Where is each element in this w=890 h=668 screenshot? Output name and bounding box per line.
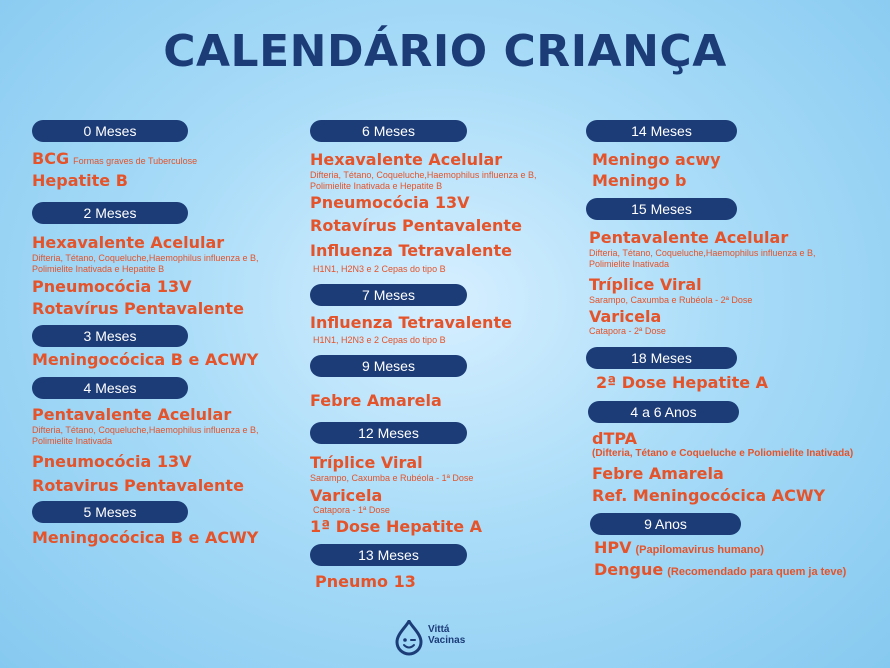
vaccine-varicela-15m-desc: Catapora - 2ª Dose	[589, 326, 666, 336]
vaccine-meningococica: Meningocócica B e ACWY	[32, 350, 259, 369]
vaccine-hpv	[594, 538, 764, 560]
vaccine-bcg-label: BCG	[32, 149, 70, 168]
vaccine-meningo-acwy: Meningo acwy	[592, 150, 721, 169]
vaccine-influenza-7m-desc: H1N1, H2N3 e 2 Cepas do tipo B	[313, 335, 446, 345]
vaccine-hexavalente-6m-desc-2: Polimielite Inativada e Hepatite B	[310, 181, 443, 191]
vaccine-rotavirus-6m: Rotavírus Pentavalente	[310, 216, 522, 235]
age-header-4-a-6-anos: 4 a 6 Anos	[588, 401, 739, 423]
vaccine-dtpa-desc: (Difteria, Tétano e Coqueluche e Poliomielite Inativada)	[592, 448, 854, 459]
vaccine-influenza-7m: Influenza Tetravalente	[310, 313, 512, 332]
vaccine-pentavalente-15m-desc-1: Difteria, Tétano, Coqueluche,Haemophilus influenza e B,	[589, 248, 816, 258]
age-header-3-meses: 3 Meses	[32, 325, 188, 347]
vaccine-hexavalente-desc-2: Polimielite Inativada e Hepatite B	[32, 264, 165, 274]
logo-line-2: Vacinas	[428, 635, 466, 646]
vaccine-rotavirus: Rotavírus Pentavalente	[32, 299, 244, 318]
age-header-6-meses: 6 Meses	[310, 120, 467, 142]
vaccine-ref-meningococica: Ref. Meningocócica ACWY	[592, 486, 826, 505]
page-title: CALENDÁRIO CRIANÇA	[163, 26, 727, 77]
vaccine-triplice-viral-15m: Tríplice Viral	[589, 275, 702, 294]
vaccine-hexavalente-desc-1: Difteria, Tétano, Coqueluche,Haemophilus influenza e B,	[32, 253, 259, 263]
vaccine-pneumococia: Pneumocócia 13V	[32, 277, 192, 296]
vaccine-hexavalente-6m: Hexavalente Acelular	[310, 150, 503, 169]
vaccine-triplice-viral-desc: Sarampo, Caxumba e Rubéola - 1ª Dose	[310, 473, 474, 483]
age-header-7-meses: 7 Meses	[310, 284, 467, 306]
vaccine-hepatite-a-2: 2ª Dose Hepatite A	[596, 373, 769, 392]
vaccine-pentavalente-desc-2: Polimielite Inativada	[32, 436, 113, 446]
vaccine-dengue-note: (Recomendado para quem ja teve)	[667, 566, 847, 578]
vaccine-pneumo-13: Pneumo 13	[315, 572, 416, 591]
age-header-15-meses: 15 Meses	[586, 198, 737, 220]
age-header-13-meses: 13 Meses	[310, 544, 467, 566]
vaccine-hexavalente-6m-desc-1: Difteria, Tétano, Coqueluche,Haemophilus influenza e B,	[310, 170, 537, 180]
vitta-logo-icon	[394, 620, 424, 656]
age-header-0-meses: 0 Meses	[32, 120, 188, 142]
age-header-14-meses: 14 Meses	[586, 120, 737, 142]
vaccine-dengue	[594, 560, 846, 582]
age-header-12-meses: 12 Meses	[310, 422, 467, 444]
vaccine-hepatite-b: Hepatite B	[32, 171, 128, 190]
age-header-2-meses: 2 Meses	[32, 202, 188, 224]
vaccine-hepatite-a-1: 1ª Dose Hepatite A	[310, 517, 483, 536]
age-header-18-meses: 18 Meses	[586, 347, 737, 369]
age-header-9-meses: 9 Meses	[310, 355, 467, 377]
vaccine-meningo-b: Meningo b	[592, 171, 687, 190]
age-header-9-anos: 9 Anos	[590, 513, 741, 535]
vaccine-pneumococia-4m: Pneumocócia 13V	[32, 452, 192, 471]
vaccine-varicela: Varicela	[310, 486, 383, 505]
vaccine-hpv-note: (Papilomavirus humano)	[635, 544, 764, 556]
vaccine-varicela-desc: Catapora - 1ª Dose	[313, 505, 390, 515]
vaccine-bcg	[32, 149, 197, 171]
age-header-5-meses: 5 Meses	[32, 501, 188, 523]
logo-line-1: Vittá	[428, 624, 450, 635]
vaccine-pneumococia-6m: Pneumocócia 13V	[310, 193, 470, 212]
vaccine-varicela-15m: Varicela	[589, 307, 662, 326]
vaccine-triplice-viral-15m-desc: Sarampo, Caxumba e Rubéola - 2ª Dose	[589, 295, 753, 305]
vaccine-hexavalente: Hexavalente Acelular	[32, 233, 225, 252]
vaccine-meningococica-5m: Meningocócica B e ACWY	[32, 528, 259, 547]
vaccine-bcg-note: Formas graves de Tuberculose	[73, 156, 198, 166]
vaccine-dengue-label: Dengue	[594, 560, 664, 579]
vaccine-triplice-viral: Tríplice Viral	[310, 453, 423, 472]
vaccine-influenza-6m-desc: H1N1, H2N3 e 2 Cepas do tipo B	[313, 264, 446, 274]
vaccine-pentavalente-15m-desc-2: Polimielite Inativada	[589, 259, 670, 269]
vaccine-pentavalente-15m: Pentavalente Acelular	[589, 228, 789, 247]
vaccine-febre-amarela-4a6: Febre Amarela	[592, 464, 724, 483]
vaccine-hpv-label: HPV	[594, 538, 632, 557]
vaccine-influenza-6m: Influenza Tetravalente	[310, 241, 512, 260]
logo-wordmark	[428, 624, 465, 646]
vaccine-pentavalente: Pentavalente Acelular	[32, 405, 232, 424]
age-header-4-meses: 4 Meses	[32, 377, 188, 399]
vaccine-febre-amarela: Febre Amarela	[310, 391, 442, 410]
vaccine-pentavalente-desc-1: Difteria, Tétano, Coqueluche,Haemophilus influenza e B,	[32, 425, 259, 435]
vaccine-dtpa: dTPA	[592, 429, 638, 448]
vaccine-rotavirus-4m: Rotavirus Pentavalente	[32, 476, 244, 495]
